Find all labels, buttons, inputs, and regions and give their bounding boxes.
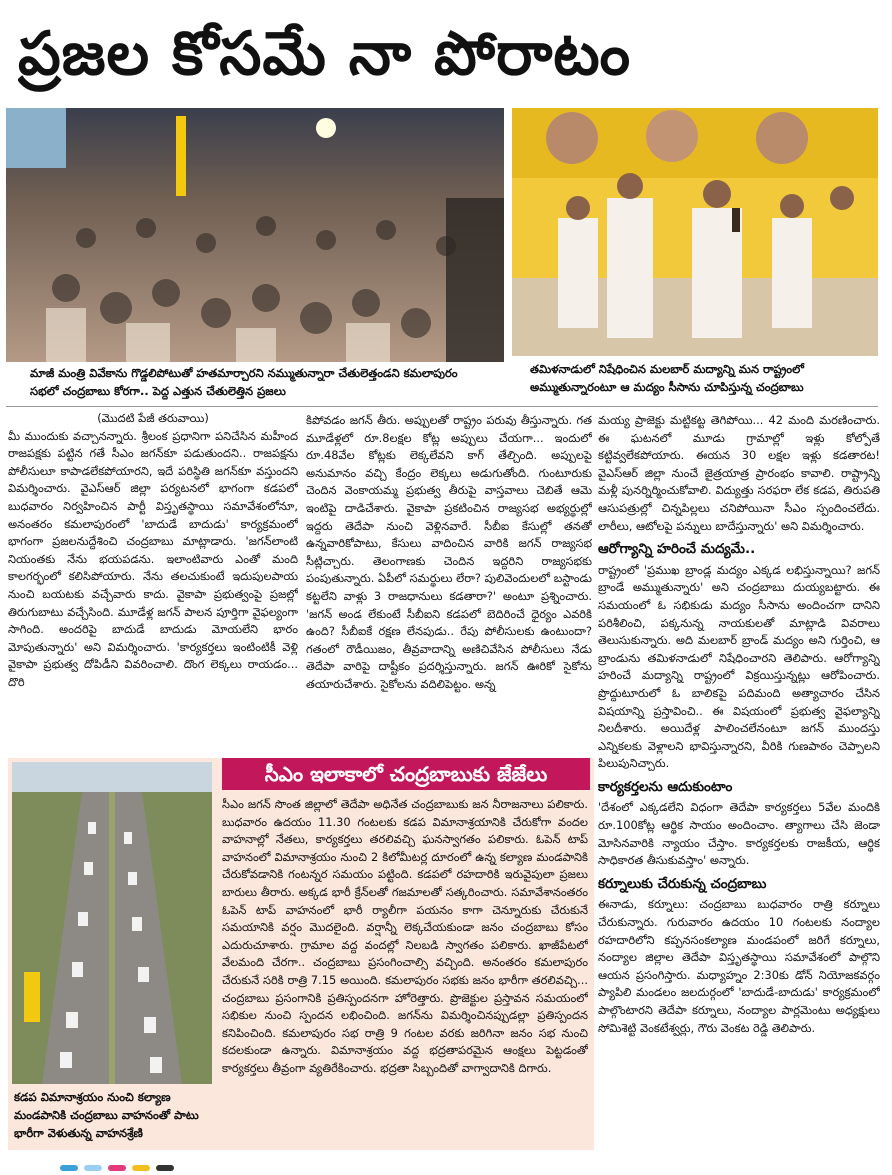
subheading-workers: కార్యకర్తలను ఆదుకుంటాం: [598, 778, 733, 795]
box-text: సీఎం జగన్ సొంత జిల్లాలో తెదేపా అధినేత చంద్రబాబుకు జన నీరాజనాలు పలికారు. బుధవారం ఉదయం 11.30 గంటలకు కడప విమానాశ్రయానికి చేరుకోగా వందల వాహనాల్లో నేతలు, కార్యకర్తలు తరలివచ్చి ఘనస్వాగతం పలికారు. ఓపెన్ టాప్ వాహనంలో విమానాశ్రయం నుంచి 2 కిలోమీటర్ల దూరంలో ఉన్న కల్యాణ మండపానికి చేరుకోవడానికి గంటన్నర సమయం పట్టింది. కడపలో రహదారికి ఇరువైపులా ప్రజలు బారులు తీరారు. అక్కడ భారీ క్రేన్‌లతో గజమాలతో సత్కరించారు. సమావేశానంతరం ఓపెన్ టాప్ వాహనంలో భారీ ర్యాలీగా పయనం కాగా చెన్నూరుకు చేరుకునే సమయానికి వర్షం మొదలైంది. వర్షాన్నీ లెక్కచేయకుండా జనం చంద్రబాబు కోసం ఎదురుచూశారు. గ్రామాల వద్ద వందల్లో నిలబడి స్వాగతం పలికారు. ఖాజీపేటలో వేలమంది చేరగా.. చంద్రబాబు ప్రసంగించాల్సి వచ్చింది. అనంతరం కమలాపురం చేరుకునే సరికి రాత్రి 7.15 అయింది. కమలాపురం సభకు జనం భారీగా తరలివచ్చి... చంద్రబాబు ప్రసంగానికి ప్రతిస్పందనగా హోరెత్తారు. ప్రొజెక్టుల ప్రస్తావన సమయంలో సభికుల నుంచి స్పందన లభించింది. జగన్‌ను విమర్శించినప్పుడల్లా ప్రతిస్పందన కనిపించింది. కమలాపురం సభ రాత్రి 9 గంటల వరకు జరిగినా జనం సభ నుంచి కదలకుండా ఉన్నారు. విమానాశ్రయం వద్ద భద్రతాపరమైన ఆంక్షలు పెట్టడంతో కార్యకర్తలు తీవ్రంగా వ్యతిరేకించారు. భద్రతా సిబ్బందితో వాగ్వాదానికి దిగారు.: [222, 797, 588, 1075]
column-3-text-1: మయ్య ప్రాజెక్టు మట్టికట్ట తెగిపోయి... 42 మంది మరణించారు. ఈ ఘటనలో మూడు గ్రామాల్లో ఇళ్లు కోల్పోతే కట్టివ్వలేకపోయారు. ఈయన 30 లక్షల ఇళ్లు కడతారట! వైఎస్‌ఆర్ జిల్లా నుంచే జైత్రయాత్ర ప్రారంభం కావాలి. రాష్ట్రాన్ని మళ్లీ పునర్నిర్మించుకోవాలి. విద్యుత్తు సరఫరా లేక కడప, తిరుపతి ఆసుపత్రుల్లో చిన్నపిల్లలు చనిపోయినా సీఎం స్పందించలేదు. లారీలు, ఆటోలపై పన్నులు బాదేస్తున్నారు' అని విమర్శించారు.: [598, 413, 880, 533]
column-1-text: మీ ముందుకు వచ్చానన్నారు. శ్రీలంక ప్రధానిగా పనిచేసిన మహీంద రాజపక్షకు పట్టిన గతే సీఎం జగన్‌కూ పడుతుందని.. రాజపక్షను పోలీసులూ కాపాడలేకపోయారని, ఇదే పరిస్థితి జగన్‌కూ వస్తుందని విమర్శించారు. వైఎస్‌ఆర్ జిల్లా పర్యటనలో భాగంగా కడపలో బుధవారం నిర్వహించిన పార్టీ విస్తృతస్థాయి సమావేశంలోనూ, అనంతరం కమలాపురంలో 'బాదుడే బాదుడు' కార్యక్రమంలో భాగంగా ప్రజలనుద్దేశించి చంద్రబాబు మాట్లాడారు. 'జగన్‌లాంటి నియంతకు నేను భయపడను. ఇలాంటివారు ఎంతో మంది కాలగర్భంలో కలిసిపోయారు. నేను తలచుకుంటే ఇదుపులపాయ నుంచి బయటకు వచ్చేవారు కాదు. వైకాపా ప్రభుత్వంపై ప్రజల్లో తిరుగుబాటు వచ్చేసింది. మూడేళ్ల జగన్ పాలన పూర్తిగా వైఫల్యంగా సాగింది. అందరిపై బాదుడే బాదుడు మోయలేని భారం మోపుతున్నారు' అని విమర్శించారు. 'కార్యకర్తలు ఇంటింటికీ వెళ్లి వైకాపా ప్రభుత్వ దోపిడీని వివరించాలి. దొంగ లెక్కలు రాయడం... దొరి: [8, 428, 298, 689]
article-column-3: [598, 412, 880, 1150]
photo2-caption: తమిళనాడులో నిషేధించిన మలబార్ మద్యాన్ని మన రాష్ట్రంలో అమ్ముతున్నారంటూ ఆ మద్యం సీసాను చూపిస్తున్న చంద్రబాబు: [530, 362, 804, 394]
leader-photo: [512, 108, 878, 356]
column-2-text: కిపోవడం జగన్ తీరు. అప్పులతో రాష్ట్రం పరువు తీస్తున్నారు. గత మూడేళ్లలో రూ.8లక్షల కోట్ల అప్పులు చేయగా... ఇందులో రూ.48వేల కోట్లకు లెక్కలేవని కాగ్ తేల్చింది. అప్పులపై అనుమానం వచ్చి కేంద్రం లెక్కలు అడుగుతోంది. గుంటూరుకు చెందిన వెంకాయమ్మ ప్రభుత్వ తీరుపై వాస్తవాలు చెబితే ఆమె ఇంటిపై దాడిచేశారు. వైకాపా ప్రకటించిన రాజ్యసభ అభ్యర్థుల్లో ఇద్దరు తెదేపా నుంచి వెళ్లినవారే. సీబీఐ కేసుల్లో తనతో ఉన్నవారికోపాటు, కేసులు వాదించిన వారికి జగన్ రాజ్యసభ సీట్లిచ్చారు. తెలంగాణకు చెందిన ఇద్దరిని రాజ్యసభకు పంపుతున్నారు. ఏపీలో సమర్థులు లేరా? పులివెందులలో బస్టాండు కట్టలేని వాళ్లు 3 రాజధానులు కడతారా?' అంటూ ప్రశ్నించారు. 'జగన్ అండ లేకుంటే సీబీఐని కడపలో బెదిరించే ధైర్యం ఎవరికి ఉంది? సీబీఐకే రక్షణ లేనపుడు.. రేపు పోలీసులకు ఉంటుందా? గతంలో రౌడీయిజం, తీవ్రవాదాన్ని అణిచివేసిన పోలీసులు నేడు తెదేపా వారిపై దాష్టీకం ప్రదర్శిస్తున్నారు. జగన్ ఊరికో సైకోను తయారుచేశారు. సైకోలను వదిలిపెట్టం. అన్న: [306, 413, 592, 691]
subheading-kurnool: కర్నూలుకు చేరుకున్న చంద్రబాబు: [598, 875, 767, 892]
box-title: సీఎం ఇలాకాలో చంద్రబాబుకు జేజేలు: [222, 758, 590, 790]
headline: ప్రజల కోసమే నా పోరాటం: [18, 19, 632, 89]
convoy-photo: [12, 762, 212, 1084]
photo1-caption: మాజీ మంత్రి వివేకాను గొడ్డలిపోటుతో హతమార్చారని నమ్ముతున్నారా చేతులెత్తండని కమలాపురం సభలో చంద్రబాబు కోరగా.. పెద్ద ఎత్తున చేతులెత్తిన ప్రజలు: [30, 366, 458, 398]
article-column-1: [8, 410, 298, 750]
bottom-ornament: [60, 1156, 860, 1163]
rally-box: [8, 758, 594, 1150]
caption-divider: [6, 406, 878, 407]
column-3-text-2: రాష్ట్రంలో 'ప్రముఖ బ్రాండ్ల మద్యం ఎక్కడ లభిస్తున్నాయి? జగన్ బ్రాండే అమ్ముతున్నారు' అని చంద్రబాబు దుయ్యబట్టారు. ఈ సమయంలో ఓ సభికుడు మద్యం సీసాను అందించగా దానిని పరిశీలించి, పక్కనున్న నాయకులతో మాట్లాడి వివరాలు తెలుసుకున్నారు. అది మలబార్ బ్రాండ్ మద్యం అని గుర్తించి, ఆ బ్రాండును తమిళనాడులో నిషేధించారని తెలిపారు. ఆరోగ్యాన్ని హరించే మద్యాన్ని రాష్ట్రంలో విక్రయిస్తున్నట్లు ఆరోపించారు. ప్రొద్దుటూరులో ఓ బాలికపై పదిమంది అత్యాచారం చేసిన విషయాన్ని ప్రస్తావించి.. ఈ విషయంలో ప్రభుత్వ వైఫల్యాన్ని నిలదీశారు. అయిదేళ్ల పాలించలేనంటూ జగన్ ముందస్తు ఎన్నికలకు వెళ్లాలని భావిస్తున్నారని, వీరికి గుణపాఠం చెప్పాలని పిలుపునిచ్చారు.: [598, 562, 880, 771]
continued-label: (మొదటి పేజీ తరువాయి): [97, 411, 209, 425]
convoy-caption: కడప విమానాశ్రయం నుంచి కల్యాణ మండపానికి చంద్రబాబు వాహనంతో పాటు భారీగా వెళుతున్న వాహనశ్రేణి: [14, 1090, 199, 1140]
crowd-photo: [6, 108, 504, 362]
subheading-liquor: ఆరోగ్యాన్ని హరించే మద్యమే..: [598, 541, 756, 558]
column-3-text-3: 'దేశంలో ఎక్కడలేని విధంగా తెదేపా కార్యకర్తలు 5వేల మందికి రూ.100కోట్ల ఆర్థిక సాయం అందించాం. త్యాగాలు చేసి జెండా మోసినవారికి న్యాయం చేస్తాం. కార్యకర్తలకు రాజకీయ, ఆర్థిక సాధికారత తీసుకువస్తాం' అన్నారు.: [598, 800, 880, 868]
article-column-2: [306, 412, 592, 750]
column-3-text-4: ఈనాడు, కర్నూలు: చంద్రబాబు బుధవారం రాత్రి కర్నూలు చేరుకున్నారు. గురువారం ఉదయం 10 గంటలకు నంద్యాల రహదారిలోని కప్పనసంకల్యాణ మండపంలో జరిగే కర్నూలు, నంద్యాల జిల్లాల తెదేపా విస్తృతస్థాయి సమావేశంలో పాల్గొని ఆయన ప్రసంగిస్తారు. మధ్యాహ్నం 2:30కు డోన్ నియోజకవర్గం ప్యాపిలి మండలం జలదుర్గంలో 'బాదుడే-బాదుడు' కార్యక్రమంలో పాల్గొంటారని తెదేపా కర్నూలు, నంద్యాల పార్లమెంటు అధ్యక్షులు సోమిశెట్టి వెంకటేశ్వర్లు, గౌరు వెంకట రెడ్డి తెలిపారు.: [598, 897, 880, 1035]
